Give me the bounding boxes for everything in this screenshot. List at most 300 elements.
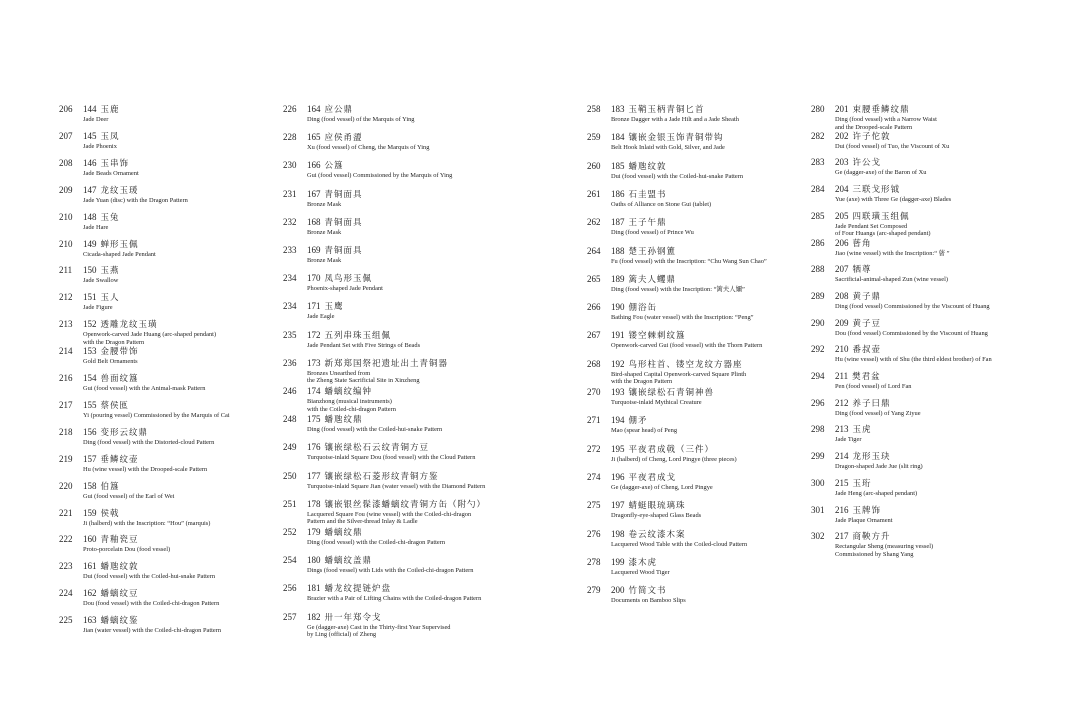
entry-title-zh (611, 359, 802, 371)
entry-chinese-title: 镶嵌绿松石云纹青铜方豆 (324, 443, 430, 454)
catalog-entry (587, 217, 802, 237)
page-number: 228 (283, 132, 297, 143)
entry-number: 192 (611, 358, 625, 369)
entry-number: 166 (307, 160, 321, 171)
catalog-entry (587, 161, 802, 181)
entry-english-title: Belt Hook Inlaid with Gold, Silver, and Jade (611, 144, 725, 152)
catalog-entry (811, 531, 1026, 558)
entry-number: 175 (307, 414, 321, 425)
entry-number: 146 (83, 157, 97, 168)
entry-english-title: Bathing Fou (water vessel) with the Inscription: “Peng” (611, 314, 754, 322)
entry-number: 181 (307, 583, 321, 594)
entry-title-zh (611, 557, 802, 569)
page-number: 292 (811, 344, 825, 355)
entry-number: 147 (83, 184, 97, 195)
catalog-entry (283, 273, 583, 293)
entry-chinese-title: 玉串饰 (100, 158, 130, 169)
catalog-entry (811, 131, 1026, 151)
entry-english-title: Ding (food vessel) with the Coiled-chi-dragon Pattern (307, 539, 446, 546)
entry-chinese-title: 伯簋 (100, 481, 120, 492)
entry-chinese-title: 蝉形玉佩 (100, 239, 139, 250)
entry-chinese-title: 蟠螭纹鉴 (100, 616, 139, 627)
entry-chinese-title: 青铜面具 (324, 189, 363, 200)
page-number: 290 (811, 317, 825, 328)
page-number: 208 (59, 157, 73, 168)
page-number: 232 (283, 216, 297, 227)
entry-title-zh (83, 454, 269, 466)
catalog-entry (811, 157, 1026, 177)
entry-chinese-title: 黄子豆 (852, 318, 882, 329)
catalog-entry (587, 359, 802, 386)
entry-english-title: Jade Heng (arc-shaped pendant) (835, 489, 918, 497)
entry-title-zh (307, 160, 583, 172)
entry-number: 187 (611, 217, 625, 228)
entry-english-title: Ding (food vessel) of Yang Ziyue (835, 409, 921, 417)
entry-title-zh (83, 239, 269, 251)
page-number: 222 (59, 534, 73, 545)
catalog-entry (59, 427, 269, 447)
entry-title-zh (611, 330, 802, 342)
entry-title-zh (835, 451, 1026, 463)
entry-number: 210 (835, 344, 849, 355)
entry-english-title: Xu (food vessel) of Cheng, the Marquis of Ying (307, 144, 430, 152)
entry-number: 168 (307, 216, 321, 227)
entry-title-zh (307, 471, 583, 483)
entry-number: 195 (611, 443, 625, 454)
page-number: 267 (587, 330, 601, 341)
entry-title-zh (835, 238, 1026, 250)
entry-english-title: Jade Yuan (disc) with the Dragon Pattern (83, 196, 188, 204)
catalog-entry (59, 588, 269, 608)
page-number: 272 (587, 443, 601, 454)
entry-title-zh (83, 588, 269, 600)
entry-english-title: Openwork-carved Gui (food vessel) with the Thorn Pattern (611, 342, 763, 350)
entry-number: 205 (835, 210, 849, 221)
catalog-entry (811, 371, 1026, 391)
entry-title-zh (307, 189, 583, 201)
page-number: 280 (811, 104, 825, 114)
entry-number: 152 (83, 319, 97, 330)
catalog-entry (811, 291, 1026, 311)
entry-chinese-title: 玉鹿 (100, 105, 120, 115)
page-number: 236 (283, 357, 297, 368)
entry-english-title: Rectangular Sheng (measuring vessel) Commissioned by Shang Yang (835, 543, 934, 558)
entry-title-zh (835, 264, 1026, 276)
entry-chinese-title: 玉虎 (852, 425, 872, 436)
entry-title-zh (835, 318, 1026, 330)
entry-chinese-title: 青铜面具 (324, 217, 363, 228)
entry-title-zh (307, 358, 583, 370)
entry-chinese-title: 金腰带饰 (100, 347, 139, 358)
entry-title-zh (83, 104, 269, 116)
entry-title-zh (835, 104, 1026, 116)
catalog-entry (587, 104, 802, 124)
page-number: 254 (283, 555, 297, 566)
catalog-entry (283, 104, 583, 124)
entry-title-zh (835, 291, 1026, 303)
page-number: 288 (811, 264, 825, 275)
page-number: 230 (283, 160, 297, 171)
entry-english-title: Ge (dagger-axe) of Cheng, Lord Pingye (611, 483, 713, 491)
entry-chinese-title: 镶嵌金银玉饰青铜带钩 (628, 133, 724, 144)
page-number: 260 (587, 160, 601, 171)
entry-english-title: Dragon-shaped Jade Jue (slit ring) (835, 463, 923, 471)
entry-chinese-title: 镶嵌绿松石菱形纹青铜方鉴 (324, 471, 439, 482)
entry-english-title: Jade Beads Ornament (83, 169, 139, 177)
page-number: 234 (283, 273, 297, 284)
entry-number: 214 (835, 451, 849, 462)
catalog-entry (283, 358, 583, 385)
entry-english-title: Gui (food vessel) of the Earl of Wei (83, 492, 175, 500)
entry-number: 206 (835, 237, 849, 248)
entry-english-title: Bronze Mask (307, 257, 342, 264)
entry-chinese-title: 蟠螭纹盖鼎 (324, 556, 373, 567)
entry-english-title: Hu (wine vessel) with of Shu (the third eldest brother) of Fan (835, 356, 992, 364)
entry-title-zh (835, 478, 1026, 490)
entry-chinese-title: 鸟形柱首、镂空龙纹方器座 (628, 359, 743, 370)
catalog-entry (283, 189, 583, 209)
page-number: 271 (587, 415, 601, 426)
page-number: 279 (587, 585, 601, 596)
entry-title-zh (307, 104, 583, 116)
catalog-entry (283, 555, 583, 575)
entry-title-zh (611, 132, 802, 144)
catalog-entry (811, 238, 1026, 258)
page-number: 234 (283, 301, 297, 312)
catalog-entry (59, 454, 269, 474)
entry-title-zh (83, 373, 269, 385)
entry-number: 185 (611, 160, 625, 171)
entry-english-title: Ding (food vessel) Commissioned by the Viscount of Huang (835, 302, 990, 310)
entry-chinese-title: 蒈角 (852, 238, 872, 249)
entry-chinese-title: 篱夫人蠼鼎 (628, 274, 677, 285)
entry-number: 167 (307, 188, 321, 199)
entry-english-title: Jade Eagle (307, 313, 335, 321)
entry-number: 184 (611, 132, 625, 143)
entry-title-zh (307, 612, 583, 624)
entry-number: 189 (611, 273, 625, 284)
page-number: 275 (587, 500, 601, 511)
entry-title-zh (611, 387, 802, 399)
catalog-entry (587, 246, 802, 266)
entry-number: 164 (307, 104, 321, 114)
entry-english-title: Yue (axe) with Three Ge (dagger-axe) Blades (835, 196, 952, 204)
entry-number: 212 (835, 397, 849, 408)
entry-chinese-title: 镂空棘刺纹簋 (628, 331, 686, 342)
entry-title-zh (307, 442, 583, 454)
entry-chinese-title: 兽面纹簋 (100, 374, 139, 384)
entry-english-title: Gold Belt Ornaments (83, 358, 138, 366)
page-number: 246 (283, 386, 297, 396)
entry-english-title: Jade Swallow (83, 277, 119, 285)
entry-english-title: Mao (spear head) of Peng (611, 427, 678, 435)
page-number: 294 (811, 371, 825, 381)
entry-title-zh (307, 499, 583, 511)
entry-number: 204 (835, 184, 849, 195)
page-number: 301 (811, 504, 825, 515)
entry-english-title: Jade Figure (83, 304, 113, 312)
catalog-entry (283, 132, 583, 152)
catalog-entry (811, 104, 1026, 131)
entry-number: 174 (307, 386, 321, 396)
entry-chinese-title: 卅一年郑令戈 (324, 612, 382, 623)
entry-title-zh (835, 371, 1026, 383)
page-number: 216 (59, 373, 73, 383)
catalog-entry (587, 557, 802, 577)
entry-number: 201 (835, 104, 849, 114)
catalog-entry (587, 387, 802, 407)
page-number: 262 (587, 217, 601, 228)
entry-number: 216 (835, 504, 849, 515)
catalog-entry (811, 451, 1026, 471)
catalog-entry (587, 415, 802, 435)
entry-chinese-title: 石圭盟书 (628, 189, 667, 200)
entry-english-title: Jade Pendant Set with Five Strings of Beads (307, 341, 421, 349)
page-number: 213 (59, 319, 73, 330)
page-number: 218 (59, 426, 73, 437)
entry-title-zh (611, 104, 802, 116)
entry-english-title: Bianzhong (musical instruments) with the Coiled-chi-dragon Pattern (307, 398, 396, 413)
entry-chinese-title: 四联璜玉组佩 (852, 211, 910, 222)
entry-chinese-title: 樊君盆 (852, 372, 881, 382)
entry-number: 180 (307, 555, 321, 566)
entry-english-title: Gui (food vessel) with the Animal-mask Pattern (83, 385, 206, 392)
entry-title-zh (307, 245, 583, 257)
catalog-entry (283, 527, 583, 547)
page-number: 220 (59, 480, 73, 491)
catalog-entry (59, 534, 269, 554)
catalog-entry (811, 344, 1026, 364)
entry-chinese-title: 养子曰鼎 (852, 398, 891, 409)
entry-title-zh (83, 481, 269, 493)
entry-chinese-title: 蟠虺纹鼎 (324, 415, 363, 426)
entry-english-title: Dragonfly-eye-shaped Glass Beads (611, 512, 702, 520)
entry-english-title: Jiao (wine vessel) with the Inscription:“ 蒈 ” (835, 249, 950, 257)
entry-number: 171 (307, 301, 321, 312)
catalog-entry (283, 414, 583, 434)
entry-english-title: Phoenix-shaped Jade Pendant (307, 285, 383, 293)
entry-title-zh (83, 615, 269, 627)
entry-number: 193 (611, 387, 625, 397)
entry-title-zh (83, 427, 269, 439)
entry-title-zh (307, 386, 583, 398)
entry-number: 188 (611, 245, 625, 256)
page-number: 266 (587, 302, 601, 313)
entry-chinese-title: 平夜君成戈 (628, 472, 677, 483)
entry-english-title: Bronze Dagger with a Jade Hilt and a Jade Sheath (611, 116, 739, 123)
entry-number: 151 (83, 292, 97, 303)
entry-title-zh (611, 529, 802, 541)
entry-chinese-title: 应公鼎 (324, 105, 354, 115)
entry-english-title: Jade Plaque Ornament (835, 516, 893, 524)
page-number: 265 (587, 273, 601, 284)
entry-english-title: Yi (pouring vessel) Commissioned by the Marquis of Cai (83, 411, 230, 419)
page-number: 249 (283, 442, 297, 453)
entry-english-title: Turquoise-inlaid Square Jian (water vessel) with the Diamond Pattern (307, 482, 486, 490)
entry-english-title: Jade Pendant Set Composed of Four Huangs (arc-shaped pendant) (835, 222, 931, 238)
entry-title-zh (835, 211, 1026, 223)
entry-english-title: Ding (food vessel) of Prince Wu (611, 229, 694, 237)
catalog-entry (59, 131, 269, 151)
catalog-entry (59, 239, 269, 259)
entry-title-zh (611, 217, 802, 229)
entry-title-zh (83, 534, 269, 546)
entry-number: 162 (83, 588, 97, 599)
entry-english-title: Hu (wine vessel) with the Drooped-scale Pattern (83, 465, 208, 473)
entry-number: 159 (83, 507, 97, 518)
entry-english-title: Ding (food vessel) with a Narrow Waist and the Drooped-scale Pattern (835, 116, 937, 131)
entry-number: 155 (83, 399, 97, 410)
entry-chinese-title: 倗浴缶 (628, 303, 658, 314)
entry-english-title: Bronze Mask (307, 228, 342, 236)
entry-number: 182 (307, 611, 321, 622)
entry-title-zh (83, 508, 269, 520)
entry-title-zh (611, 500, 802, 512)
catalog-entry (587, 500, 802, 520)
entry-chinese-title: 漆木虎 (628, 557, 658, 568)
page-number: 274 (587, 471, 601, 482)
entry-number: 170 (307, 273, 321, 284)
entry-english-title: Jade Tiger (835, 436, 862, 444)
page-number: 296 (811, 397, 825, 408)
entry-chinese-title: 变形云纹鼎 (100, 427, 149, 438)
entry-number: 213 (835, 424, 849, 435)
catalog-entry (59, 158, 269, 178)
entry-title-zh (83, 346, 269, 358)
entry-english-title: Oaths of Alliance on Stone Gui (tablet) (611, 200, 712, 208)
entry-title-zh (307, 414, 583, 426)
catalog-entry (283, 442, 583, 462)
catalog-entry (587, 189, 802, 209)
entry-english-title: Jian (water vessel) with the Coiled-chi-dragon Pattern (83, 627, 222, 635)
page-number: 252 (283, 527, 297, 537)
entry-english-title: Documents on Bamboo Slips (611, 597, 686, 605)
entry-title-zh (83, 131, 269, 143)
page-number: 233 (283, 245, 297, 255)
catalog-entry (59, 561, 269, 581)
entry-chinese-title: 侯戟 (100, 508, 120, 519)
catalog-entry (59, 508, 269, 528)
entry-number: 190 (611, 302, 625, 313)
entry-number: 177 (307, 470, 321, 481)
catalog-entry (283, 386, 583, 413)
page-number: 300 (811, 477, 825, 488)
entry-title-zh (835, 424, 1026, 436)
entry-english-title: Ji (halberd) of Cheng, Lord Pingye (three pieces) (611, 455, 737, 463)
entry-english-title: Ding (food vessel) with the Distorted-cloud Pattern (83, 438, 215, 446)
entry-chinese-title: 五列串珠玉组佩 (324, 330, 392, 341)
page-number: 278 (587, 556, 601, 567)
entry-chinese-title: 玉凤 (100, 131, 120, 142)
entry-number: 145 (83, 130, 97, 141)
entry-number: 160 (83, 534, 97, 545)
entry-chinese-title: 龙纹玉瑗 (100, 185, 139, 196)
entry-number: 196 (611, 471, 625, 482)
catalog-entry (59, 481, 269, 501)
page-number: 276 (587, 528, 601, 539)
entry-chinese-title: 竹简文书 (628, 586, 667, 597)
entry-chinese-title: 凤鸟形玉佩 (324, 274, 373, 285)
entry-english-title: Turquoise-inlaid Square Dou (food vessel) with the Cloud Pattern (307, 454, 476, 462)
page-number: 250 (283, 470, 297, 481)
catalog-entry (587, 132, 802, 152)
catalog-entry (59, 185, 269, 205)
page-number: 235 (283, 329, 297, 340)
catalog-entry (587, 472, 802, 492)
catalog-entry (811, 211, 1026, 238)
catalog-entry (59, 615, 269, 635)
entry-chinese-title: 玉牌饰 (852, 505, 882, 516)
entry-english-title: Bird-shaped Capital Openwork-carved Square Plinth with the Dragon Pattern (611, 370, 747, 386)
entry-english-title: Ding (food vessel) of the Marquis of Ying (307, 116, 415, 123)
page-number: 210 (59, 211, 73, 222)
page-number: 299 (811, 451, 825, 462)
catalog-entry (811, 398, 1026, 418)
entry-chinese-title: 应侯甬盨 (324, 133, 363, 144)
entry-english-title: Dui (food vessel) with the Coiled-hui-snake Pattern (611, 172, 744, 180)
entry-number: 217 (835, 531, 849, 542)
entry-number: 194 (611, 415, 625, 426)
catalog-entry (283, 499, 583, 526)
entry-number: 154 (83, 373, 97, 383)
catalog-entry (59, 292, 269, 312)
catalog-entry (59, 373, 269, 393)
entry-title-zh (835, 344, 1026, 356)
entry-number: 148 (83, 211, 97, 222)
entry-title-zh (307, 330, 583, 342)
entry-title-zh (835, 505, 1026, 517)
entry-english-title: Pen (food vessel) of Lord Fan (835, 383, 912, 390)
entry-chinese-title: 王子午鼎 (628, 218, 667, 229)
catalog-entry (587, 444, 802, 464)
entry-number: 197 (611, 500, 625, 511)
catalog-entry (811, 505, 1026, 525)
entry-number: 200 (611, 585, 625, 596)
page-number: 206 (59, 104, 73, 114)
entry-chinese-title: 玉鞘玉柄青铜匕首 (628, 105, 705, 115)
entry-chinese-title: 倗矛 (628, 416, 648, 427)
entry-chinese-title: 平夜君成戟（三件） (628, 444, 715, 455)
entry-english-title: Ding (food vessel) with the Inscription: “篱夫人嬭” (611, 285, 745, 293)
entry-number: 144 (83, 104, 97, 114)
catalog-entry (283, 330, 583, 350)
entry-chinese-title: 蜻蜓眼琉璃珠 (628, 501, 686, 512)
entry-english-title: Lacquered Square Fou (wine vessel) with the Coiled-chi-dragon Pattern and the Silver-thread Inlay & Ladle (307, 510, 472, 526)
page-number: 226 (283, 104, 297, 114)
entry-number: 211 (835, 371, 849, 381)
entry-title-zh (835, 531, 1026, 543)
entry-number: 208 (835, 290, 849, 301)
entry-chinese-title: 束腰垂鳞纹鼎 (852, 105, 910, 115)
entry-chinese-title: 玉鹰 (324, 302, 344, 313)
catalog-entry (587, 529, 802, 549)
entry-english-title: Brazier with a Pair of Lifting Chains with the Coiled-dragon Pattern (307, 595, 482, 603)
entry-number: 153 (83, 346, 97, 357)
catalog-entry (587, 330, 802, 350)
page-number: 231 (283, 188, 297, 199)
entry-number: 150 (83, 265, 97, 276)
entry-title-zh (611, 585, 802, 597)
catalog-entry (587, 585, 802, 605)
entry-number: 173 (307, 357, 321, 368)
entry-title-zh (83, 265, 269, 277)
entry-title-zh (307, 555, 583, 567)
page-number: 286 (811, 237, 825, 248)
entry-english-title: Ding (food vessel) with the Coiled-hui-snake Pattern (307, 426, 443, 434)
catalog-entry (283, 217, 583, 237)
catalog-entry (587, 302, 802, 322)
entry-chinese-title: 蟠螭纹豆 (100, 589, 139, 600)
